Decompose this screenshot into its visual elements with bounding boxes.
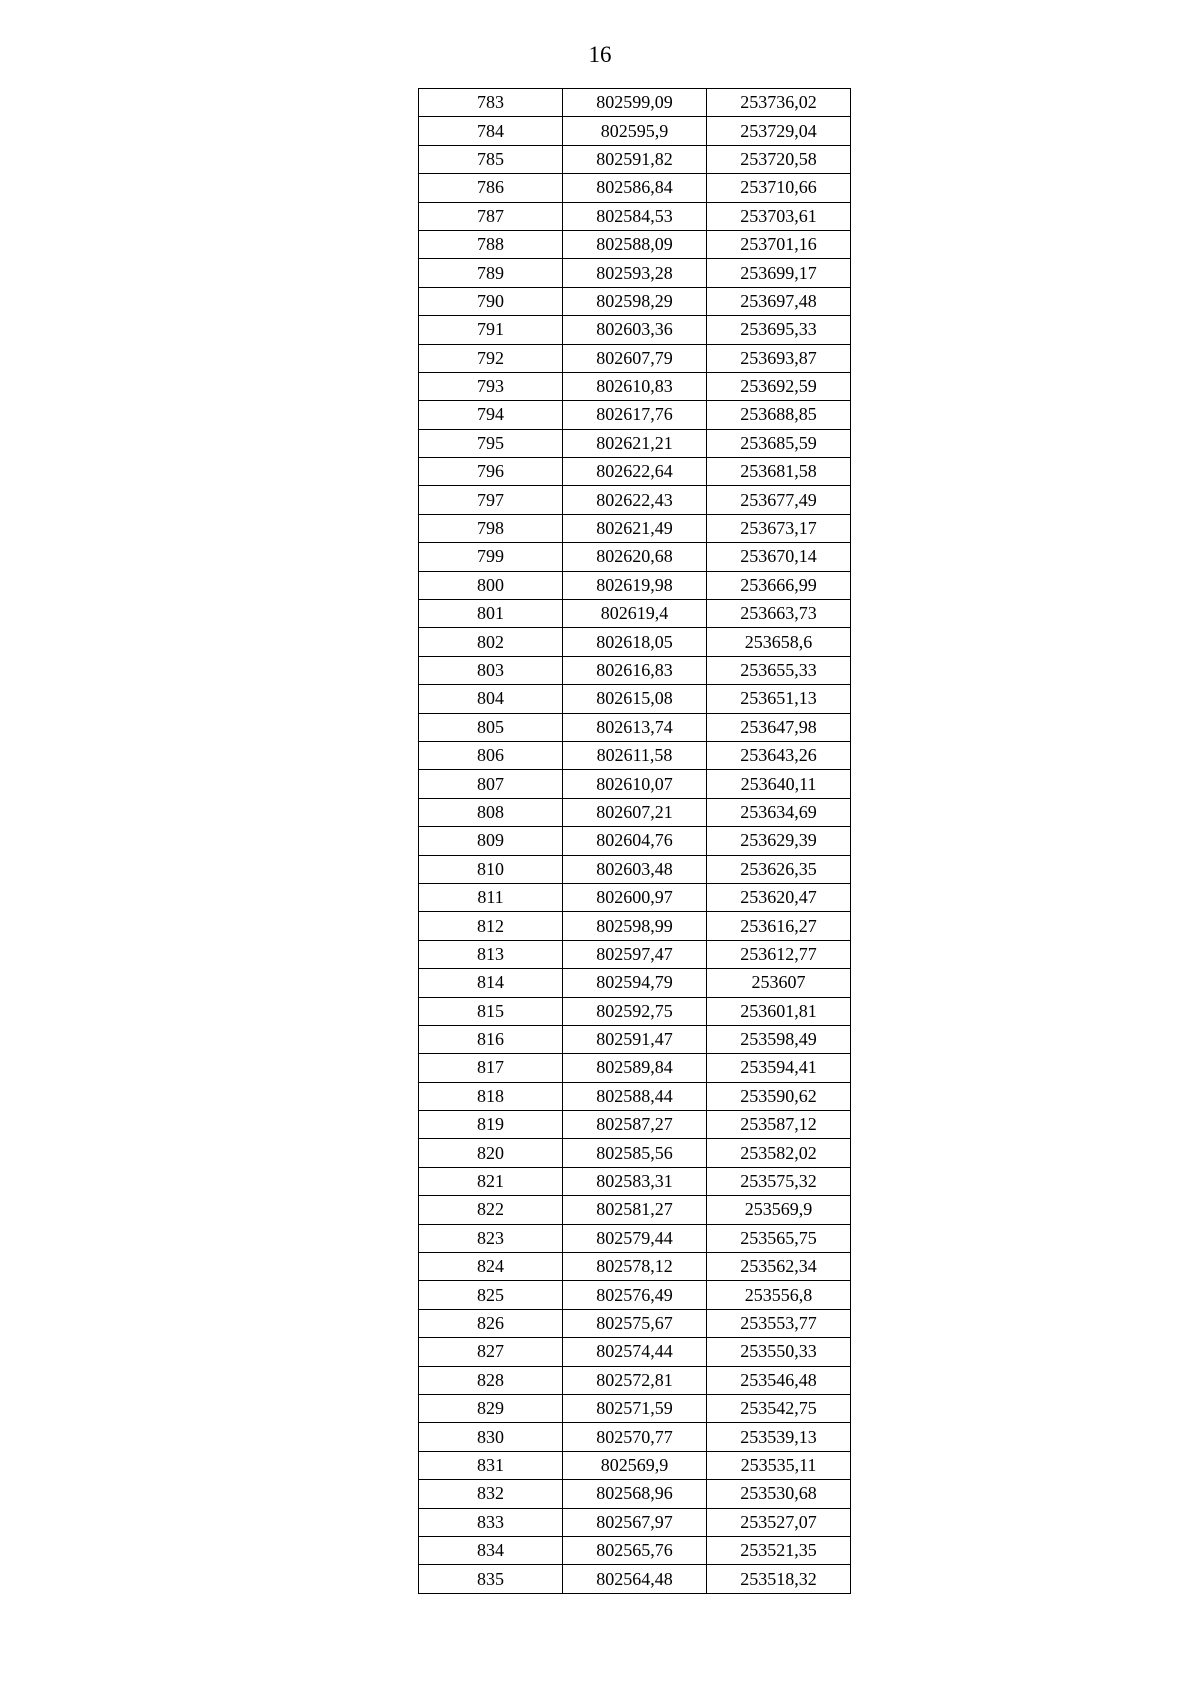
table-row xyxy=(419,969,851,997)
point-number-cell: 823 xyxy=(419,1224,563,1252)
x-coordinate-cell: 802621,21 xyxy=(563,429,707,457)
y-coordinate-cell: 253658,6 xyxy=(707,628,851,656)
y-coordinate-cell: 253539,13 xyxy=(707,1423,851,1451)
x-coordinate-cell: 802579,44 xyxy=(563,1224,707,1252)
table-row xyxy=(419,1196,851,1224)
coordinates-table xyxy=(418,88,851,1594)
x-coordinate-cell: 802594,79 xyxy=(563,969,707,997)
table-row xyxy=(419,883,851,911)
x-coordinate-cell: 802570,77 xyxy=(563,1423,707,1451)
x-coordinate-cell: 802620,68 xyxy=(563,543,707,571)
table-row xyxy=(419,1508,851,1536)
point-number-cell: 803 xyxy=(419,656,563,684)
x-coordinate-cell: 802611,58 xyxy=(563,741,707,769)
point-number-cell: 783 xyxy=(419,89,563,117)
table-row xyxy=(419,1480,851,1508)
table-row xyxy=(419,1451,851,1479)
x-coordinate-cell: 802617,76 xyxy=(563,401,707,429)
y-coordinate-cell: 253521,35 xyxy=(707,1536,851,1564)
y-coordinate-cell: 253542,75 xyxy=(707,1394,851,1422)
y-coordinate-cell: 253681,58 xyxy=(707,458,851,486)
point-number-cell: 784 xyxy=(419,117,563,145)
x-coordinate-cell: 802616,83 xyxy=(563,656,707,684)
y-coordinate-cell: 253607 xyxy=(707,969,851,997)
point-number-cell: 789 xyxy=(419,259,563,287)
point-number-cell: 831 xyxy=(419,1451,563,1479)
x-coordinate-cell: 802587,27 xyxy=(563,1111,707,1139)
point-number-cell: 829 xyxy=(419,1394,563,1422)
y-coordinate-cell: 253695,33 xyxy=(707,316,851,344)
point-number-cell: 835 xyxy=(419,1565,563,1593)
y-coordinate-cell: 253643,26 xyxy=(707,741,851,769)
y-coordinate-cell: 253565,75 xyxy=(707,1224,851,1252)
x-coordinate-cell: 802581,27 xyxy=(563,1196,707,1224)
x-coordinate-cell: 802593,28 xyxy=(563,259,707,287)
x-coordinate-cell: 802615,08 xyxy=(563,685,707,713)
point-number-cell: 824 xyxy=(419,1253,563,1281)
table-row xyxy=(419,401,851,429)
y-coordinate-cell: 253575,32 xyxy=(707,1167,851,1195)
y-coordinate-cell: 253587,12 xyxy=(707,1111,851,1139)
table-row xyxy=(419,1338,851,1366)
point-number-cell: 816 xyxy=(419,1025,563,1053)
point-number-cell: 819 xyxy=(419,1111,563,1139)
y-coordinate-cell: 253601,81 xyxy=(707,997,851,1025)
y-coordinate-cell: 253640,11 xyxy=(707,770,851,798)
table-row xyxy=(419,1224,851,1252)
y-coordinate-cell: 253590,62 xyxy=(707,1082,851,1110)
x-coordinate-cell: 802619,98 xyxy=(563,571,707,599)
x-coordinate-cell: 802618,05 xyxy=(563,628,707,656)
table-row xyxy=(419,259,851,287)
table-row xyxy=(419,997,851,1025)
table-row xyxy=(419,1394,851,1422)
table-row xyxy=(419,1565,851,1593)
point-number-cell: 813 xyxy=(419,940,563,968)
table-row xyxy=(419,571,851,599)
table-row xyxy=(419,628,851,656)
y-coordinate-cell: 253655,33 xyxy=(707,656,851,684)
y-coordinate-cell: 253553,77 xyxy=(707,1309,851,1337)
y-coordinate-cell: 253703,61 xyxy=(707,202,851,230)
point-number-cell: 798 xyxy=(419,514,563,542)
table-row xyxy=(419,372,851,400)
table-row xyxy=(419,770,851,798)
y-coordinate-cell: 253697,48 xyxy=(707,287,851,315)
x-coordinate-cell: 802588,44 xyxy=(563,1082,707,1110)
table-row xyxy=(419,429,851,457)
y-coordinate-cell: 253685,59 xyxy=(707,429,851,457)
y-coordinate-cell: 253546,48 xyxy=(707,1366,851,1394)
y-coordinate-cell: 253699,17 xyxy=(707,259,851,287)
y-coordinate-cell: 253720,58 xyxy=(707,145,851,173)
x-coordinate-cell: 802567,97 xyxy=(563,1508,707,1536)
y-coordinate-cell: 253626,35 xyxy=(707,855,851,883)
point-number-cell: 796 xyxy=(419,458,563,486)
x-coordinate-cell: 802584,53 xyxy=(563,202,707,230)
point-number-cell: 826 xyxy=(419,1309,563,1337)
point-number-cell: 795 xyxy=(419,429,563,457)
y-coordinate-cell: 253530,68 xyxy=(707,1480,851,1508)
table-row xyxy=(419,1025,851,1053)
table-row xyxy=(419,1423,851,1451)
x-coordinate-cell: 802585,56 xyxy=(563,1139,707,1167)
x-coordinate-cell: 802569,9 xyxy=(563,1451,707,1479)
x-coordinate-cell: 802595,9 xyxy=(563,117,707,145)
point-number-cell: 788 xyxy=(419,230,563,258)
y-coordinate-cell: 253692,59 xyxy=(707,372,851,400)
y-coordinate-cell: 253550,33 xyxy=(707,1338,851,1366)
point-number-cell: 800 xyxy=(419,571,563,599)
x-coordinate-cell: 802613,74 xyxy=(563,713,707,741)
point-number-cell: 786 xyxy=(419,174,563,202)
x-coordinate-cell: 802610,83 xyxy=(563,372,707,400)
point-number-cell: 809 xyxy=(419,827,563,855)
table-row xyxy=(419,1054,851,1082)
x-coordinate-cell: 802592,75 xyxy=(563,997,707,1025)
table-row xyxy=(419,827,851,855)
y-coordinate-cell: 253729,04 xyxy=(707,117,851,145)
table-row xyxy=(419,458,851,486)
x-coordinate-cell: 802565,76 xyxy=(563,1536,707,1564)
point-number-cell: 828 xyxy=(419,1366,563,1394)
point-number-cell: 818 xyxy=(419,1082,563,1110)
x-coordinate-cell: 802578,12 xyxy=(563,1253,707,1281)
point-number-cell: 787 xyxy=(419,202,563,230)
page-number: 16 xyxy=(588,42,612,67)
table-row xyxy=(419,1111,851,1139)
table-row xyxy=(419,316,851,344)
y-coordinate-cell: 253663,73 xyxy=(707,600,851,628)
point-number-cell: 801 xyxy=(419,600,563,628)
table-row xyxy=(419,1253,851,1281)
point-number-cell: 794 xyxy=(419,401,563,429)
point-number-cell: 832 xyxy=(419,1480,563,1508)
point-number-cell: 830 xyxy=(419,1423,563,1451)
y-coordinate-cell: 253693,87 xyxy=(707,344,851,372)
x-coordinate-cell: 802583,31 xyxy=(563,1167,707,1195)
x-coordinate-cell: 802600,97 xyxy=(563,883,707,911)
x-coordinate-cell: 802607,21 xyxy=(563,798,707,826)
x-coordinate-cell: 802574,44 xyxy=(563,1338,707,1366)
point-number-cell: 820 xyxy=(419,1139,563,1167)
y-coordinate-cell: 253736,02 xyxy=(707,89,851,117)
y-coordinate-cell: 253620,47 xyxy=(707,883,851,911)
table-row xyxy=(419,741,851,769)
x-coordinate-cell: 802571,59 xyxy=(563,1394,707,1422)
table-row xyxy=(419,600,851,628)
table-row xyxy=(419,174,851,202)
point-number-cell: 814 xyxy=(419,969,563,997)
table-row xyxy=(419,287,851,315)
table-row xyxy=(419,713,851,741)
y-coordinate-cell: 253569,9 xyxy=(707,1196,851,1224)
point-number-cell: 821 xyxy=(419,1167,563,1195)
table-row xyxy=(419,912,851,940)
y-coordinate-cell: 253688,85 xyxy=(707,401,851,429)
point-number-cell: 808 xyxy=(419,798,563,826)
point-number-cell: 791 xyxy=(419,316,563,344)
y-coordinate-cell: 253518,32 xyxy=(707,1565,851,1593)
y-coordinate-cell: 253594,41 xyxy=(707,1054,851,1082)
y-coordinate-cell: 253670,14 xyxy=(707,543,851,571)
y-coordinate-cell: 253710,66 xyxy=(707,174,851,202)
point-number-cell: 810 xyxy=(419,855,563,883)
x-coordinate-cell: 802598,29 xyxy=(563,287,707,315)
table-row xyxy=(419,798,851,826)
table-row xyxy=(419,486,851,514)
table-row xyxy=(419,1366,851,1394)
point-number-cell: 806 xyxy=(419,741,563,769)
point-number-cell: 815 xyxy=(419,997,563,1025)
x-coordinate-cell: 802610,07 xyxy=(563,770,707,798)
point-number-cell: 822 xyxy=(419,1196,563,1224)
x-coordinate-cell: 802622,43 xyxy=(563,486,707,514)
x-coordinate-cell: 802572,81 xyxy=(563,1366,707,1394)
point-number-cell: 825 xyxy=(419,1281,563,1309)
point-number-cell: 811 xyxy=(419,883,563,911)
x-coordinate-cell: 802564,48 xyxy=(563,1565,707,1593)
x-coordinate-cell: 802589,84 xyxy=(563,1054,707,1082)
coordinates-table-body xyxy=(419,89,851,1594)
x-coordinate-cell: 802575,67 xyxy=(563,1309,707,1337)
x-coordinate-cell: 802586,84 xyxy=(563,174,707,202)
y-coordinate-cell: 253677,49 xyxy=(707,486,851,514)
table-row xyxy=(419,344,851,372)
point-number-cell: 827 xyxy=(419,1338,563,1366)
y-coordinate-cell: 253647,98 xyxy=(707,713,851,741)
y-coordinate-cell: 253527,07 xyxy=(707,1508,851,1536)
table-row xyxy=(419,89,851,117)
point-number-cell: 817 xyxy=(419,1054,563,1082)
point-number-cell: 805 xyxy=(419,713,563,741)
y-coordinate-cell: 253598,49 xyxy=(707,1025,851,1053)
x-coordinate-cell: 802603,48 xyxy=(563,855,707,883)
x-coordinate-cell: 802591,82 xyxy=(563,145,707,173)
x-coordinate-cell: 802568,96 xyxy=(563,1480,707,1508)
y-coordinate-cell: 253616,27 xyxy=(707,912,851,940)
point-number-cell: 790 xyxy=(419,287,563,315)
y-coordinate-cell: 253629,39 xyxy=(707,827,851,855)
table-row xyxy=(419,1536,851,1564)
point-number-cell: 785 xyxy=(419,145,563,173)
x-coordinate-cell: 802603,36 xyxy=(563,316,707,344)
table-row xyxy=(419,230,851,258)
y-coordinate-cell: 253651,13 xyxy=(707,685,851,713)
point-number-cell: 797 xyxy=(419,486,563,514)
y-coordinate-cell: 253535,11 xyxy=(707,1451,851,1479)
table-row xyxy=(419,1082,851,1110)
y-coordinate-cell: 253701,16 xyxy=(707,230,851,258)
x-coordinate-cell: 802598,99 xyxy=(563,912,707,940)
point-number-cell: 792 xyxy=(419,344,563,372)
point-number-cell: 799 xyxy=(419,543,563,571)
table-row xyxy=(419,514,851,542)
table-row xyxy=(419,1139,851,1167)
table-row xyxy=(419,202,851,230)
point-number-cell: 834 xyxy=(419,1536,563,1564)
x-coordinate-cell: 802619,4 xyxy=(563,600,707,628)
x-coordinate-cell: 802591,47 xyxy=(563,1025,707,1053)
y-coordinate-cell: 253582,02 xyxy=(707,1139,851,1167)
x-coordinate-cell: 802597,47 xyxy=(563,940,707,968)
table-row xyxy=(419,656,851,684)
table-row xyxy=(419,543,851,571)
point-number-cell: 833 xyxy=(419,1508,563,1536)
x-coordinate-cell: 802588,09 xyxy=(563,230,707,258)
table-row xyxy=(419,1281,851,1309)
y-coordinate-cell: 253666,99 xyxy=(707,571,851,599)
table-row xyxy=(419,855,851,883)
x-coordinate-cell: 802607,79 xyxy=(563,344,707,372)
x-coordinate-cell: 802604,76 xyxy=(563,827,707,855)
x-coordinate-cell: 802621,49 xyxy=(563,514,707,542)
point-number-cell: 804 xyxy=(419,685,563,713)
point-number-cell: 812 xyxy=(419,912,563,940)
y-coordinate-cell: 253634,69 xyxy=(707,798,851,826)
x-coordinate-cell: 802622,64 xyxy=(563,458,707,486)
table-row xyxy=(419,117,851,145)
point-number-cell: 807 xyxy=(419,770,563,798)
y-coordinate-cell: 253612,77 xyxy=(707,940,851,968)
y-coordinate-cell: 253562,34 xyxy=(707,1253,851,1281)
table-row xyxy=(419,1167,851,1195)
point-number-cell: 793 xyxy=(419,372,563,400)
table-row xyxy=(419,685,851,713)
point-number-cell: 802 xyxy=(419,628,563,656)
x-coordinate-cell: 802576,49 xyxy=(563,1281,707,1309)
table-row xyxy=(419,940,851,968)
x-coordinate-cell: 802599,09 xyxy=(563,89,707,117)
y-coordinate-cell: 253673,17 xyxy=(707,514,851,542)
table-row xyxy=(419,1309,851,1337)
table-row xyxy=(419,145,851,173)
y-coordinate-cell: 253556,8 xyxy=(707,1281,851,1309)
